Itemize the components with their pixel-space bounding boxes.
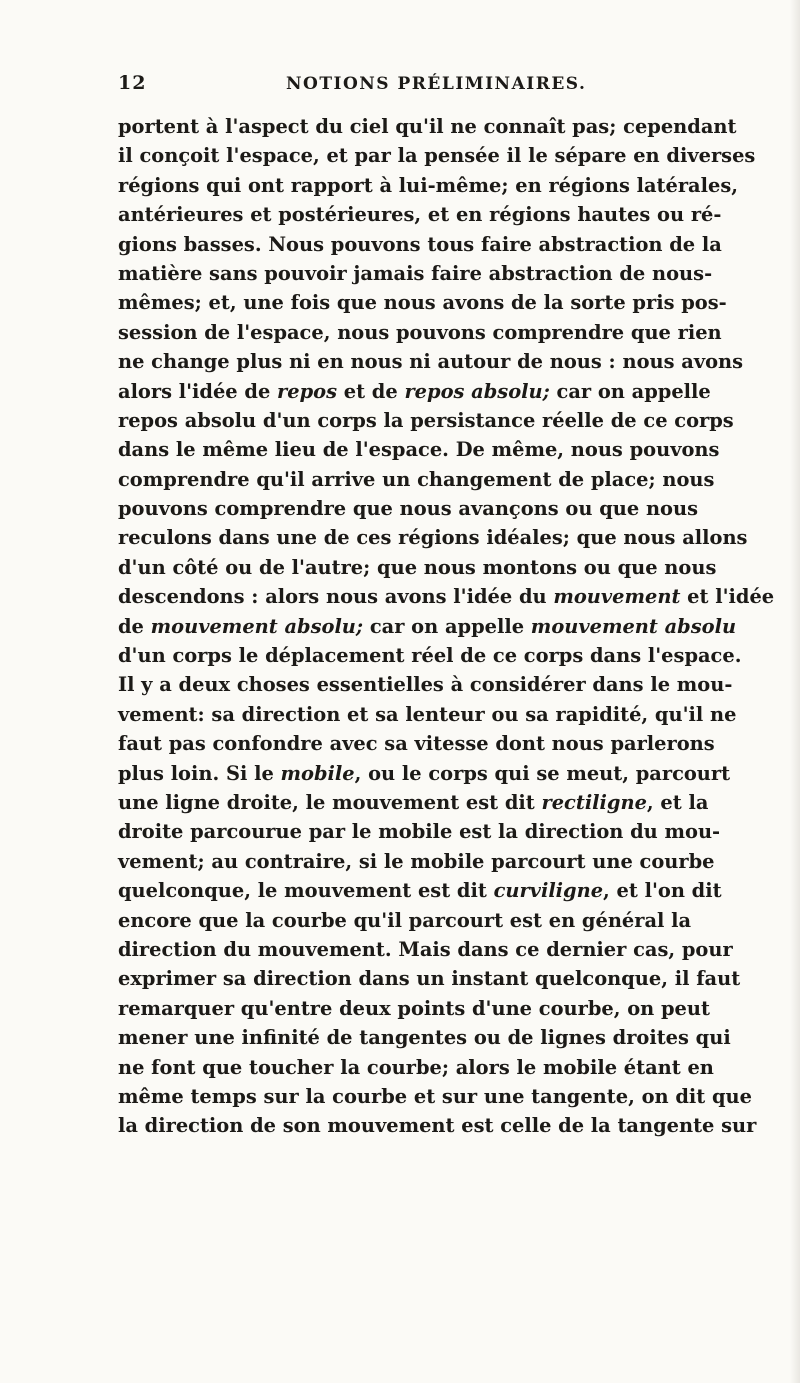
text-run: mêmes; et, une fois que nous avons de la sorte pris pos- bbox=[118, 291, 727, 315]
text-run: Il y a deux choses essentielles à considérer dans le mou- bbox=[118, 673, 733, 697]
text-line bbox=[118, 935, 733, 964]
text-run: d'un côté ou de l'autre; que nous montons ou que nous bbox=[118, 555, 717, 579]
text-run: une ligne droite, le mouvement est dit bbox=[118, 790, 542, 814]
text-run: ne font que toucher la courbe; alors le mobile étant en bbox=[118, 1055, 714, 1079]
text-line bbox=[118, 494, 698, 523]
text-run: exprimer sa direction dans un instant quelconque, il faut bbox=[118, 967, 741, 991]
italic-term: curviligne bbox=[493, 879, 604, 903]
text-run: régions qui ont rapport à lui-même; en régions latérales, bbox=[118, 173, 738, 197]
italic-term: repos bbox=[277, 379, 338, 403]
body-text bbox=[118, 112, 775, 1141]
text-line bbox=[118, 817, 721, 846]
page-edge-shadow bbox=[790, 0, 800, 1383]
text-line bbox=[118, 847, 715, 876]
text-line bbox=[118, 1023, 731, 1052]
text-run: et l'idée bbox=[680, 585, 775, 609]
text-line bbox=[118, 670, 733, 699]
text-run: vement; au contraire, si le mobile parcourt une courbe bbox=[118, 849, 715, 873]
italic-term: mouvement absolu bbox=[530, 614, 737, 638]
text-line bbox=[118, 523, 748, 552]
text-run: ne change plus ni en nous ni autour de nous : nous avons bbox=[118, 350, 744, 374]
text-line bbox=[118, 700, 737, 729]
text-line bbox=[118, 347, 744, 376]
text-run: plus loin. Si le bbox=[118, 761, 281, 785]
text-line bbox=[118, 994, 710, 1023]
text-line bbox=[118, 582, 775, 611]
text-run: dans le même lieu de l'espace. De même, nous pouvons bbox=[118, 438, 720, 462]
text-line bbox=[118, 141, 756, 170]
text-run: alors l'idée de bbox=[118, 379, 278, 403]
text-line bbox=[118, 230, 722, 259]
text-run: matière sans pouvoir jamais faire abstraction de nous- bbox=[118, 261, 713, 285]
text-line bbox=[118, 729, 715, 758]
text-run: de bbox=[118, 614, 151, 638]
text-run: quelconque, le mouvement est dit bbox=[118, 879, 494, 903]
text-run: encore que la courbe qu'il parcourt est en général la bbox=[118, 908, 692, 932]
text-run: descendons : alors nous avons l'idée du bbox=[118, 585, 554, 609]
text-run: vement: sa direction et sa lenteur ou sa rapidité, qu'il ne bbox=[118, 702, 737, 726]
page-header bbox=[118, 72, 683, 102]
text-line bbox=[118, 553, 717, 582]
italic-term: rectiligne bbox=[541, 790, 647, 814]
text-line bbox=[118, 112, 737, 141]
text-run: , et l'on dit bbox=[603, 879, 722, 903]
text-run: mener une infinité de tangentes ou de lignes droites qui bbox=[118, 1026, 731, 1050]
italic-term: mobile bbox=[280, 761, 355, 785]
italic-term: mouvement absolu; bbox=[150, 614, 364, 638]
text-line bbox=[118, 465, 715, 494]
text-run: et de bbox=[337, 379, 405, 403]
text-run: pouvons comprendre que nous avançons ou que nous bbox=[118, 497, 698, 521]
italic-term: repos absolu; bbox=[404, 379, 550, 403]
text-run: la direction de son mouvement est celle de la tangente sur bbox=[118, 1114, 757, 1138]
text-run: même temps sur la courbe et sur une tangente, on dit que bbox=[118, 1084, 752, 1108]
text-line bbox=[118, 1111, 757, 1140]
text-run: il conçoit l'espace, et par la pensée il le sépare en diverses bbox=[118, 144, 756, 168]
text-run: comprendre qu'il arrive un changement de place; nous bbox=[118, 467, 715, 491]
text-line bbox=[118, 406, 734, 435]
text-line bbox=[118, 435, 720, 464]
text-line bbox=[118, 1053, 714, 1082]
page-number: 12 bbox=[118, 72, 147, 94]
text-run: droite parcourue par le mobile est la direction du mou- bbox=[118, 820, 721, 844]
text-line bbox=[118, 259, 713, 288]
text-line bbox=[118, 612, 737, 641]
text-run: , ou le corps qui se meut, parcourt bbox=[354, 761, 731, 785]
text-run: antérieures et postérieures, et en régions hautes ou ré- bbox=[118, 203, 722, 227]
text-line bbox=[118, 641, 742, 670]
text-run: gions basses. Nous pouvons tous faire abstraction de la bbox=[118, 232, 722, 256]
text-run: session de l'espace, nous pouvons comprendre que rien bbox=[118, 320, 722, 344]
text-line bbox=[118, 876, 722, 905]
text-line bbox=[118, 788, 709, 817]
text-line bbox=[118, 318, 722, 347]
text-line bbox=[118, 377, 711, 406]
text-line bbox=[118, 1082, 752, 1111]
text-line bbox=[118, 964, 741, 993]
text-run: car on appelle bbox=[549, 379, 711, 403]
text-run: remarquer qu'entre deux points d'une courbe, on peut bbox=[118, 996, 710, 1020]
text-run: direction du mouvement. Mais dans ce dernier cas, pour bbox=[118, 937, 733, 961]
text-line bbox=[118, 171, 738, 200]
text-line bbox=[118, 200, 722, 229]
text-run: d'un corps le déplacement réel de ce corps dans l'espace. bbox=[118, 644, 742, 668]
text-run: , et la bbox=[646, 790, 709, 814]
text-run: reculons dans une de ces régions idéales; que nous allons bbox=[118, 526, 748, 550]
text-run: repos absolu d'un corps la persistance réelle de ce corps bbox=[118, 408, 734, 432]
running-head: NOTIONS PRÉLIMINAIRES. bbox=[286, 74, 587, 94]
text-line bbox=[118, 759, 731, 788]
text-run: car on appelle bbox=[363, 614, 531, 638]
text-run: faut pas confondre avec sa vitesse dont nous parlerons bbox=[118, 732, 715, 756]
text-line bbox=[118, 906, 692, 935]
text-line bbox=[118, 288, 727, 317]
italic-term: mouvement bbox=[553, 585, 681, 609]
text-run: portent à l'aspect du ciel qu'il ne connaît pas; cependant bbox=[118, 115, 737, 138]
